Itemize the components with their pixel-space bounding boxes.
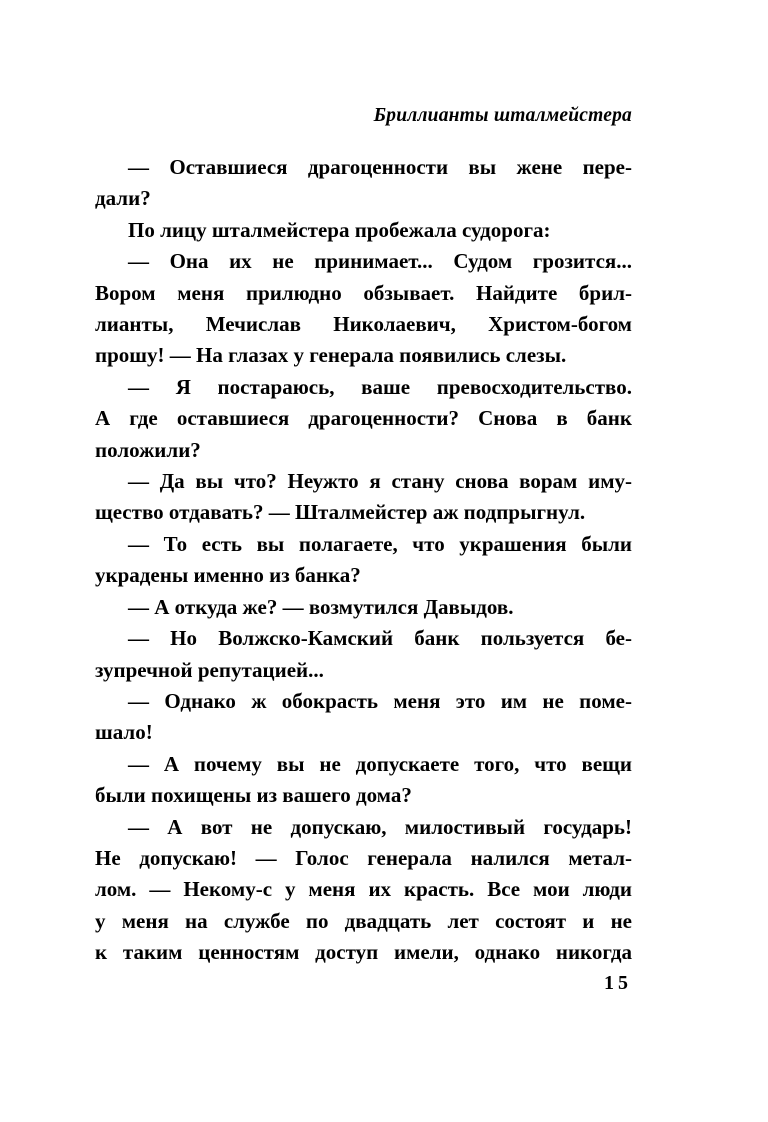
text-line: — Да вы что? Неужто я стану снова ворам иму-: [128, 469, 632, 494]
text-line: — Я постараюсь, ваше превосходительство.: [128, 374, 632, 399]
text-line: к таким ценностям доступ имели, однако никогда: [95, 940, 632, 965]
text-line: — То есть вы полагаете, что украшения были: [128, 531, 632, 556]
text-line: — А откуда же? — возмутился Давыдов.: [128, 594, 514, 619]
text-line: шало!: [95, 720, 153, 745]
text-line: По лицу шталмейстера пробежала судорога:: [128, 217, 551, 242]
text-line: прошу! — На глазах у генерала появились слезы.: [95, 343, 567, 368]
text-line: дали?: [95, 186, 151, 211]
text-line: лианты, Мечислав Николаевич, Христом-богом: [95, 312, 632, 337]
text-line: лом. — Некому-с у меня их красть. Все мои люди: [95, 877, 632, 902]
text-line: — Оставшиеся драгоценности вы жене пере-: [128, 155, 632, 179]
text-line: Вором меня прилюдно обзывает. Найдите брил-: [95, 280, 632, 305]
text-line: А где оставшиеся драгоценности? Снова в банк: [95, 406, 632, 431]
text-line: у меня на службе по двадцать лет состоят и не: [95, 908, 632, 933]
text-line: — Но Волжско-Камский банк пользуется бе-: [128, 626, 632, 651]
text-line: украдены именно из банка?: [95, 563, 361, 588]
text-line: положили?: [95, 437, 201, 462]
text-block: [95, 152, 632, 969]
text-line: зупречной репутацией...: [95, 657, 324, 682]
page-number: 15: [604, 972, 632, 994]
text-line: Не допускаю! — Голос генерала налился метал-: [95, 845, 632, 870]
text-line: — Однако ж обокрасть меня это им не поме-: [128, 688, 632, 713]
text-line: — А почему вы не допускаете того, что вещи: [128, 751, 632, 776]
text-line: — Она их не принимает... Судом грозится...: [128, 249, 632, 274]
text-line: щество отдавать? — Шталмейстер аж подпрыгнул.: [95, 500, 586, 525]
text-line: — А вот не допускаю, милостивый государь!: [128, 814, 632, 839]
text-line: были похищены из вашего дома?: [95, 783, 412, 808]
running-title: Бриллианты шталмейстера: [373, 105, 632, 126]
